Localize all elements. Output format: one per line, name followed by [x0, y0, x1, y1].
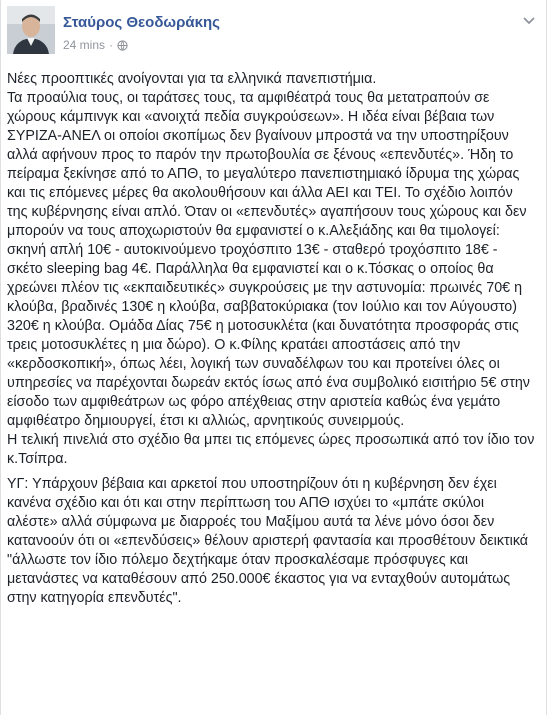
- meta-separator: ·: [109, 38, 114, 52]
- globe-icon[interactable]: [117, 40, 128, 51]
- post-body: [7, 70, 537, 614]
- author-name[interactable]: Σταύρος Θεοδωράκης: [63, 14, 220, 31]
- avatar-portrait: [7, 6, 55, 54]
- chevron-down-icon[interactable]: [521, 12, 537, 28]
- post-paragraph-main: Νέες προοπτικές ανοίγονται για τα ελληνικά πανεπιστήμια. Τα προαύλια τους, οι ταράτσες τους, τα αμφιθέατρά τους θα μετατραπούν σε χώρους κάμπινγκ και «ανοιχτά πεδία συγκρούσεων». Η ιδέα είναι βέβαια των ΣΥΡΙΖΑ-ΑΝΕΛ οι οποίοι σκοπίμως δεν βγαίνουν μπροστά να την υποστηρίξουν αλλά αφήνουν προς το παρόν την πρωτοβουλία σε ξένους «επενδυτές». Ήδη το πείραμα ξεκίνησε από το ΑΠΘ, το μεγαλύτερο πανεπιστημιακό ίδρυμα της χώρας και τις επόμενες μέρες θα ακολουθήσουν και άλλα ΑΕΙ και ΤΕΙ. Το σχέδιο λοιπόν της κυβέρνησης είναι απλό. Όταν οι «επενδυτές» αγαπήσουν τους χώρους και δεν μπορούν να τους αποχωριστούν θα εμφανιστεί ο κ.Αλεξιάδης και θα τιμολογεί: σκηνή απλή 10€ - αυτοκινούμενο τροχόσπιτο 13€ - σταθερό τροχόσπιτο 18€ - σκέτο sleeping bag 4€. Παράλληλα θα εμφανιστεί και ο κ.Τόσκας ο οποίος θα χρεώνει πλέον τις «εκπαιδευτικές» συγκρούσεις με την αστυνομία: πρωινές 70€ η κλούβα, βραδινές 130€ η κλούβα, σαββατοκύριακα (τον Ιούλιο και τον Αύγουστο) 320€ η κλούβα. Ομάδα Δίας 75€ η μοτοσυκλέτα (και δυνατότητα προσφοράς στις τρεις μοτοσυκλέτες η μια δώρο). Ο κ.Φίλης κρατάει αποστάσεις από την «κερδοσκοπική», όπως λέει, λογική των συναδέλφων του και προτείνει όλες οι υπηρεσίες να παρέχονται δωρεάν εκτός ίσως από ένα συμβολικό εισιτήριο 5€ στην είσοδο των αμφιθεάτρων ως φόρο απέχθειας στην αριστεία καθώς ένα γεμάτο αμφιθέατρο δημιουργεί, έτσι κι αλλιώς, αρνητικούς συνειρμούς. Η τελική πινελιά στο σχέδιο θα μπει τις επόμενες ώρες προσωπικά από τον ίδιο τον κ.Τσίπρα.: [7, 71, 535, 467]
- post-header: [7, 6, 537, 56]
- author-avatar[interactable]: [7, 6, 55, 54]
- post-timestamp[interactable]: 24 mins: [63, 38, 106, 52]
- post-paragraph-ps: ΥΓ: Υπάρχουν βέβαια και αρκετοί που υποστηρίζουν ότι η κυβέρνηση δεν έχει κανένα σχέδιο και ότι και στην περίπτωση του ΑΠΘ ισχύει το «μπάτε σκύλοι αλέστε» αλλά σύμφωνα με διαρροές του Μαξίμου αυτά τα λένε μόνο όσοι δεν κατανοούν ότι οι «επενδύσεις» θέλουν αριστερή φαντασία και προσθέτουν δεικτικά "άλλωστε τον ίδιο πόλεμο δεχτήκαμε όταν προσκαλέσαμε πρόσφυγες και μετανάστες να καταθέσουν από 250.000€ έκαστος για να ενταχθούν αυτομάτως στην κατηγορία επενδυτές".: [7, 476, 529, 606]
- post-meta: [63, 38, 128, 52]
